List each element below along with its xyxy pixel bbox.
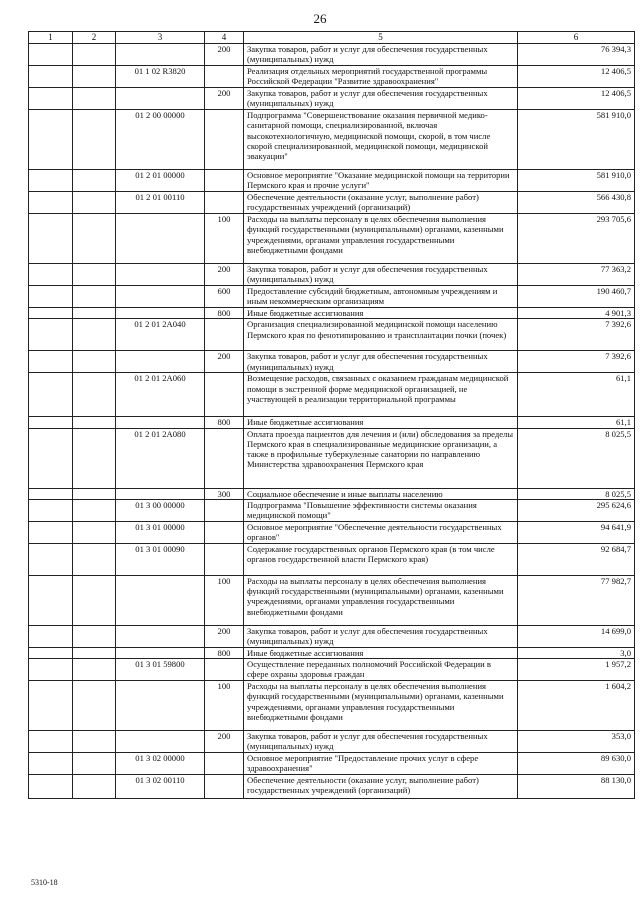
table-row <box>29 66 635 88</box>
cell-col-2 <box>73 647 116 658</box>
name-cell: Закупка товаров, работ и услуг для обеспечения государственных (муниципальных) нужд <box>244 44 518 66</box>
cell-col-2 <box>73 681 116 731</box>
name-cell: Закупка товаров, работ и услуг для обеспечения государственных (муниципальных) нужд <box>244 264 518 286</box>
cell-col-1 <box>29 499 73 521</box>
type-cell: 800 <box>205 647 244 658</box>
name-cell: Закупка товаров, работ и услуг для обеспечения государственных (муниципальных) нужд <box>244 351 518 373</box>
amount-cell: 7 392,6 <box>518 351 635 373</box>
table-row <box>29 44 635 66</box>
cell-col-2 <box>73 428 116 488</box>
code-cell: 01 3 02 00000 <box>116 753 205 775</box>
name-cell: Расходы на выплаты персоналу в целях обеспечения выполнения функций государственными (муниципальными) органами, казенными учреждениями, органами управления государственными внебюджетными фондами <box>244 575 518 625</box>
amount-cell: 581 910,0 <box>518 170 635 192</box>
header-col-2: 2 <box>73 32 116 44</box>
table-row <box>29 192 635 214</box>
name-cell: Закупка товаров, работ и услуг для обеспечения государственных (муниципальных) нужд <box>244 88 518 110</box>
table-row <box>29 351 635 373</box>
code-cell: 01 3 01 59800 <box>116 659 205 681</box>
code-cell: 01 3 02 00110 <box>116 775 205 799</box>
cell-col-1 <box>29 214 73 264</box>
table-row <box>29 575 635 625</box>
cell-col-2 <box>73 775 116 799</box>
code-cell: 01 3 01 00000 <box>116 521 205 543</box>
cell-col-2 <box>73 625 116 647</box>
cell-col-2 <box>73 66 116 88</box>
table-row <box>29 308 635 319</box>
code-cell <box>116 88 205 110</box>
table-row <box>29 521 635 543</box>
type-cell <box>205 373 244 417</box>
type-cell: 600 <box>205 286 244 308</box>
table-row <box>29 499 635 521</box>
cell-col-1 <box>29 286 73 308</box>
type-cell: 800 <box>205 417 244 428</box>
type-cell: 200 <box>205 351 244 373</box>
amount-cell: 3,0 <box>518 647 635 658</box>
table-row <box>29 170 635 192</box>
type-cell: 300 <box>205 488 244 499</box>
type-cell: 200 <box>205 44 244 66</box>
code-cell <box>116 308 205 319</box>
cell-col-2 <box>73 543 116 575</box>
cell-col-2 <box>73 88 116 110</box>
amount-cell: 14 699,0 <box>518 625 635 647</box>
code-cell <box>116 575 205 625</box>
type-cell <box>205 319 244 351</box>
type-cell: 100 <box>205 575 244 625</box>
name-cell: Расходы на выплаты персоналу в целях обеспечения выполнения функций государственными (муниципальными) органами, казенными учреждениями, органами управления государственными внебюджетными фондами <box>244 214 518 264</box>
type-cell <box>205 753 244 775</box>
amount-cell: 4 901,3 <box>518 308 635 319</box>
code-cell <box>116 351 205 373</box>
cell-col-2 <box>73 351 116 373</box>
code-cell <box>116 264 205 286</box>
type-cell <box>205 192 244 214</box>
amount-cell: 353,0 <box>518 731 635 753</box>
table-row <box>29 286 635 308</box>
amount-cell: 190 460,7 <box>518 286 635 308</box>
table-row <box>29 373 635 417</box>
type-cell <box>205 775 244 799</box>
type-cell <box>205 659 244 681</box>
cell-col-1 <box>29 731 73 753</box>
name-cell: Основное мероприятие "Оказание медицинской помощи на территории Пермского края и прочие услуги" <box>244 170 518 192</box>
table-row <box>29 647 635 658</box>
table-row <box>29 753 635 775</box>
amount-cell: 8 025,5 <box>518 428 635 488</box>
page-number: 26 <box>313 11 327 26</box>
amount-cell: 61,1 <box>518 373 635 417</box>
amount-cell: 12 406,5 <box>518 88 635 110</box>
code-cell: 01 1 02 R3820 <box>116 66 205 88</box>
footer-code: 5310-18 <box>31 878 58 887</box>
header-col-3: 3 <box>116 32 205 44</box>
table-row <box>29 681 635 731</box>
cell-col-1 <box>29 659 73 681</box>
table-row <box>29 659 635 681</box>
cell-col-1 <box>29 575 73 625</box>
name-cell: Реализация отдельных мероприятий государственной программы Российской Федерации "Развитие здравоохранения" <box>244 66 518 88</box>
cell-col-2 <box>73 575 116 625</box>
budget-table <box>28 31 635 799</box>
table-row <box>29 88 635 110</box>
type-cell <box>205 521 244 543</box>
code-cell <box>116 286 205 308</box>
table-row <box>29 110 635 170</box>
code-cell: 01 2 01 2А040 <box>116 319 205 351</box>
code-cell <box>116 214 205 264</box>
amount-cell: 7 392,6 <box>518 319 635 351</box>
amount-cell: 89 630,0 <box>518 753 635 775</box>
cell-col-1 <box>29 488 73 499</box>
code-cell: 01 2 01 00000 <box>116 170 205 192</box>
type-cell <box>205 66 244 88</box>
cell-col-1 <box>29 88 73 110</box>
cell-col-2 <box>73 264 116 286</box>
amount-cell: 94 641,9 <box>518 521 635 543</box>
type-cell <box>205 428 244 488</box>
amount-cell: 1 957,2 <box>518 659 635 681</box>
name-cell: Организация специализированной медицинской помощи населению Пермского края по фенотипированию и трансплантации почки (почек) <box>244 319 518 351</box>
amount-cell: 295 624,6 <box>518 499 635 521</box>
name-cell: Основное мероприятие "Предоставление прочих услуг в сфере здравоохранения" <box>244 753 518 775</box>
cell-col-2 <box>73 170 116 192</box>
type-cell: 800 <box>205 308 244 319</box>
code-cell: 01 3 01 00090 <box>116 543 205 575</box>
cell-col-2 <box>73 308 116 319</box>
cell-col-1 <box>29 264 73 286</box>
cell-col-2 <box>73 373 116 417</box>
table-row <box>29 319 635 351</box>
type-cell: 100 <box>205 214 244 264</box>
type-cell <box>205 543 244 575</box>
header-row <box>29 32 635 44</box>
cell-col-2 <box>73 731 116 753</box>
code-cell <box>116 681 205 731</box>
name-cell: Расходы на выплаты персоналу в целях обеспечения выполнения функций государственными (муниципальными) органами, казенными учреждениями, органами управления государственными внебюджетными фондами <box>244 681 518 731</box>
name-cell: Обеспечение деятельности (оказание услуг, выполнение работ) государственных учреждений (организаций) <box>244 192 518 214</box>
cell-col-2 <box>73 488 116 499</box>
cell-col-1 <box>29 647 73 658</box>
code-cell <box>116 488 205 499</box>
name-cell: Осуществление переданных полномочий Российской Федерации в сфере охраны здоровья граждан <box>244 659 518 681</box>
header-col-5: 5 <box>244 32 518 44</box>
code-cell: 01 2 01 00110 <box>116 192 205 214</box>
table-row <box>29 417 635 428</box>
amount-cell: 12 406,5 <box>518 66 635 88</box>
type-cell <box>205 499 244 521</box>
cell-col-1 <box>29 428 73 488</box>
amount-cell: 77 982,7 <box>518 575 635 625</box>
type-cell: 200 <box>205 731 244 753</box>
amount-cell: 61,1 <box>518 417 635 428</box>
cell-col-1 <box>29 681 73 731</box>
name-cell: Оплата проезда пациентов для лечения и (или) обследования за пределы Пермского края в специализированные медицинские организации, а также в профильные туберкулезные санатории по направлению Министерства здравоохранения Пермского края <box>244 428 518 488</box>
code-cell <box>116 625 205 647</box>
cell-col-1 <box>29 192 73 214</box>
cell-col-1 <box>29 625 73 647</box>
code-cell: 01 3 00 00000 <box>116 499 205 521</box>
code-cell: 01 2 01 2А080 <box>116 428 205 488</box>
amount-cell: 1 604,2 <box>518 681 635 731</box>
code-cell <box>116 44 205 66</box>
amount-cell: 566 430,8 <box>518 192 635 214</box>
type-cell <box>205 170 244 192</box>
cell-col-1 <box>29 110 73 170</box>
name-cell: Возмещение расходов, связанных с оказанием гражданам медицинской помощи в экстренной форме медицинской организацией, не участвующей в реализации территориальной программы <box>244 373 518 417</box>
name-cell: Подпрограмма "Совершенствование оказания первичной медико-санитарной помощи, специализированной, включая высокотехнологичную, медицинской помощи, скорой, в том числе скорой специализированной, медицинской помощи, медицинской эвакуации" <box>244 110 518 170</box>
code-cell <box>116 647 205 658</box>
cell-col-2 <box>73 192 116 214</box>
type-cell: 200 <box>205 264 244 286</box>
cell-col-2 <box>73 214 116 264</box>
table-row <box>29 731 635 753</box>
name-cell: Подпрограмма "Повышение эффективности системы оказания медицинской помощи" <box>244 499 518 521</box>
cell-col-2 <box>73 286 116 308</box>
table-row <box>29 214 635 264</box>
table-row <box>29 543 635 575</box>
code-cell: 01 2 01 2А060 <box>116 373 205 417</box>
table-row <box>29 428 635 488</box>
name-cell: Иные бюджетные ассигнования <box>244 308 518 319</box>
table-row <box>29 264 635 286</box>
type-cell: 100 <box>205 681 244 731</box>
name-cell: Содержание государственных органов Пермского края (в том числе органов государственной власти Пермского края) <box>244 543 518 575</box>
amount-cell: 8 025,5 <box>518 488 635 499</box>
amount-cell: 293 705,6 <box>518 214 635 264</box>
type-cell <box>205 110 244 170</box>
cell-col-2 <box>73 499 116 521</box>
amount-cell: 581 910,0 <box>518 110 635 170</box>
cell-col-1 <box>29 351 73 373</box>
table-row <box>29 775 635 799</box>
header-col-1: 1 <box>29 32 73 44</box>
cell-col-1 <box>29 308 73 319</box>
amount-cell: 92 684,7 <box>518 543 635 575</box>
code-cell <box>116 417 205 428</box>
cell-col-2 <box>73 659 116 681</box>
name-cell: Иные бюджетные ассигнования <box>244 647 518 658</box>
cell-col-1 <box>29 753 73 775</box>
cell-col-1 <box>29 373 73 417</box>
cell-col-2 <box>73 110 116 170</box>
cell-col-2 <box>73 753 116 775</box>
amount-cell: 77 363,2 <box>518 264 635 286</box>
cell-col-2 <box>73 319 116 351</box>
name-cell: Закупка товаров, работ и услуг для обеспечения государственных (муниципальных) нужд <box>244 731 518 753</box>
cell-col-1 <box>29 44 73 66</box>
table-row <box>29 625 635 647</box>
amount-cell: 76 394,3 <box>518 44 635 66</box>
name-cell: Предоставление субсидий бюджетным, автономным учреждениям и иным некоммерческим организациям <box>244 286 518 308</box>
cell-col-1 <box>29 543 73 575</box>
cell-col-2 <box>73 417 116 428</box>
name-cell: Закупка товаров, работ и услуг для обеспечения государственных (муниципальных) нужд <box>244 625 518 647</box>
cell-col-1 <box>29 170 73 192</box>
cell-col-2 <box>73 44 116 66</box>
code-cell <box>116 731 205 753</box>
cell-col-1 <box>29 319 73 351</box>
table-body <box>29 44 635 799</box>
table-header <box>29 32 635 44</box>
cell-col-2 <box>73 521 116 543</box>
name-cell: Социальное обеспечение и иные выплаты населению <box>244 488 518 499</box>
header-col-4: 4 <box>205 32 244 44</box>
code-cell: 01 2 00 00000 <box>116 110 205 170</box>
name-cell: Иные бюджетные ассигнования <box>244 417 518 428</box>
cell-col-1 <box>29 66 73 88</box>
header-col-6: 6 <box>518 32 635 44</box>
type-cell: 200 <box>205 88 244 110</box>
name-cell: Обеспечение деятельности (оказание услуг, выполнение работ) государственных учреждений (организаций) <box>244 775 518 799</box>
cell-col-1 <box>29 417 73 428</box>
cell-col-1 <box>29 521 73 543</box>
amount-cell: 88 130,0 <box>518 775 635 799</box>
table-row <box>29 488 635 499</box>
type-cell: 200 <box>205 625 244 647</box>
name-cell: Основное мероприятие "Обеспечение деятельности государственных органов" <box>244 521 518 543</box>
cell-col-1 <box>29 775 73 799</box>
